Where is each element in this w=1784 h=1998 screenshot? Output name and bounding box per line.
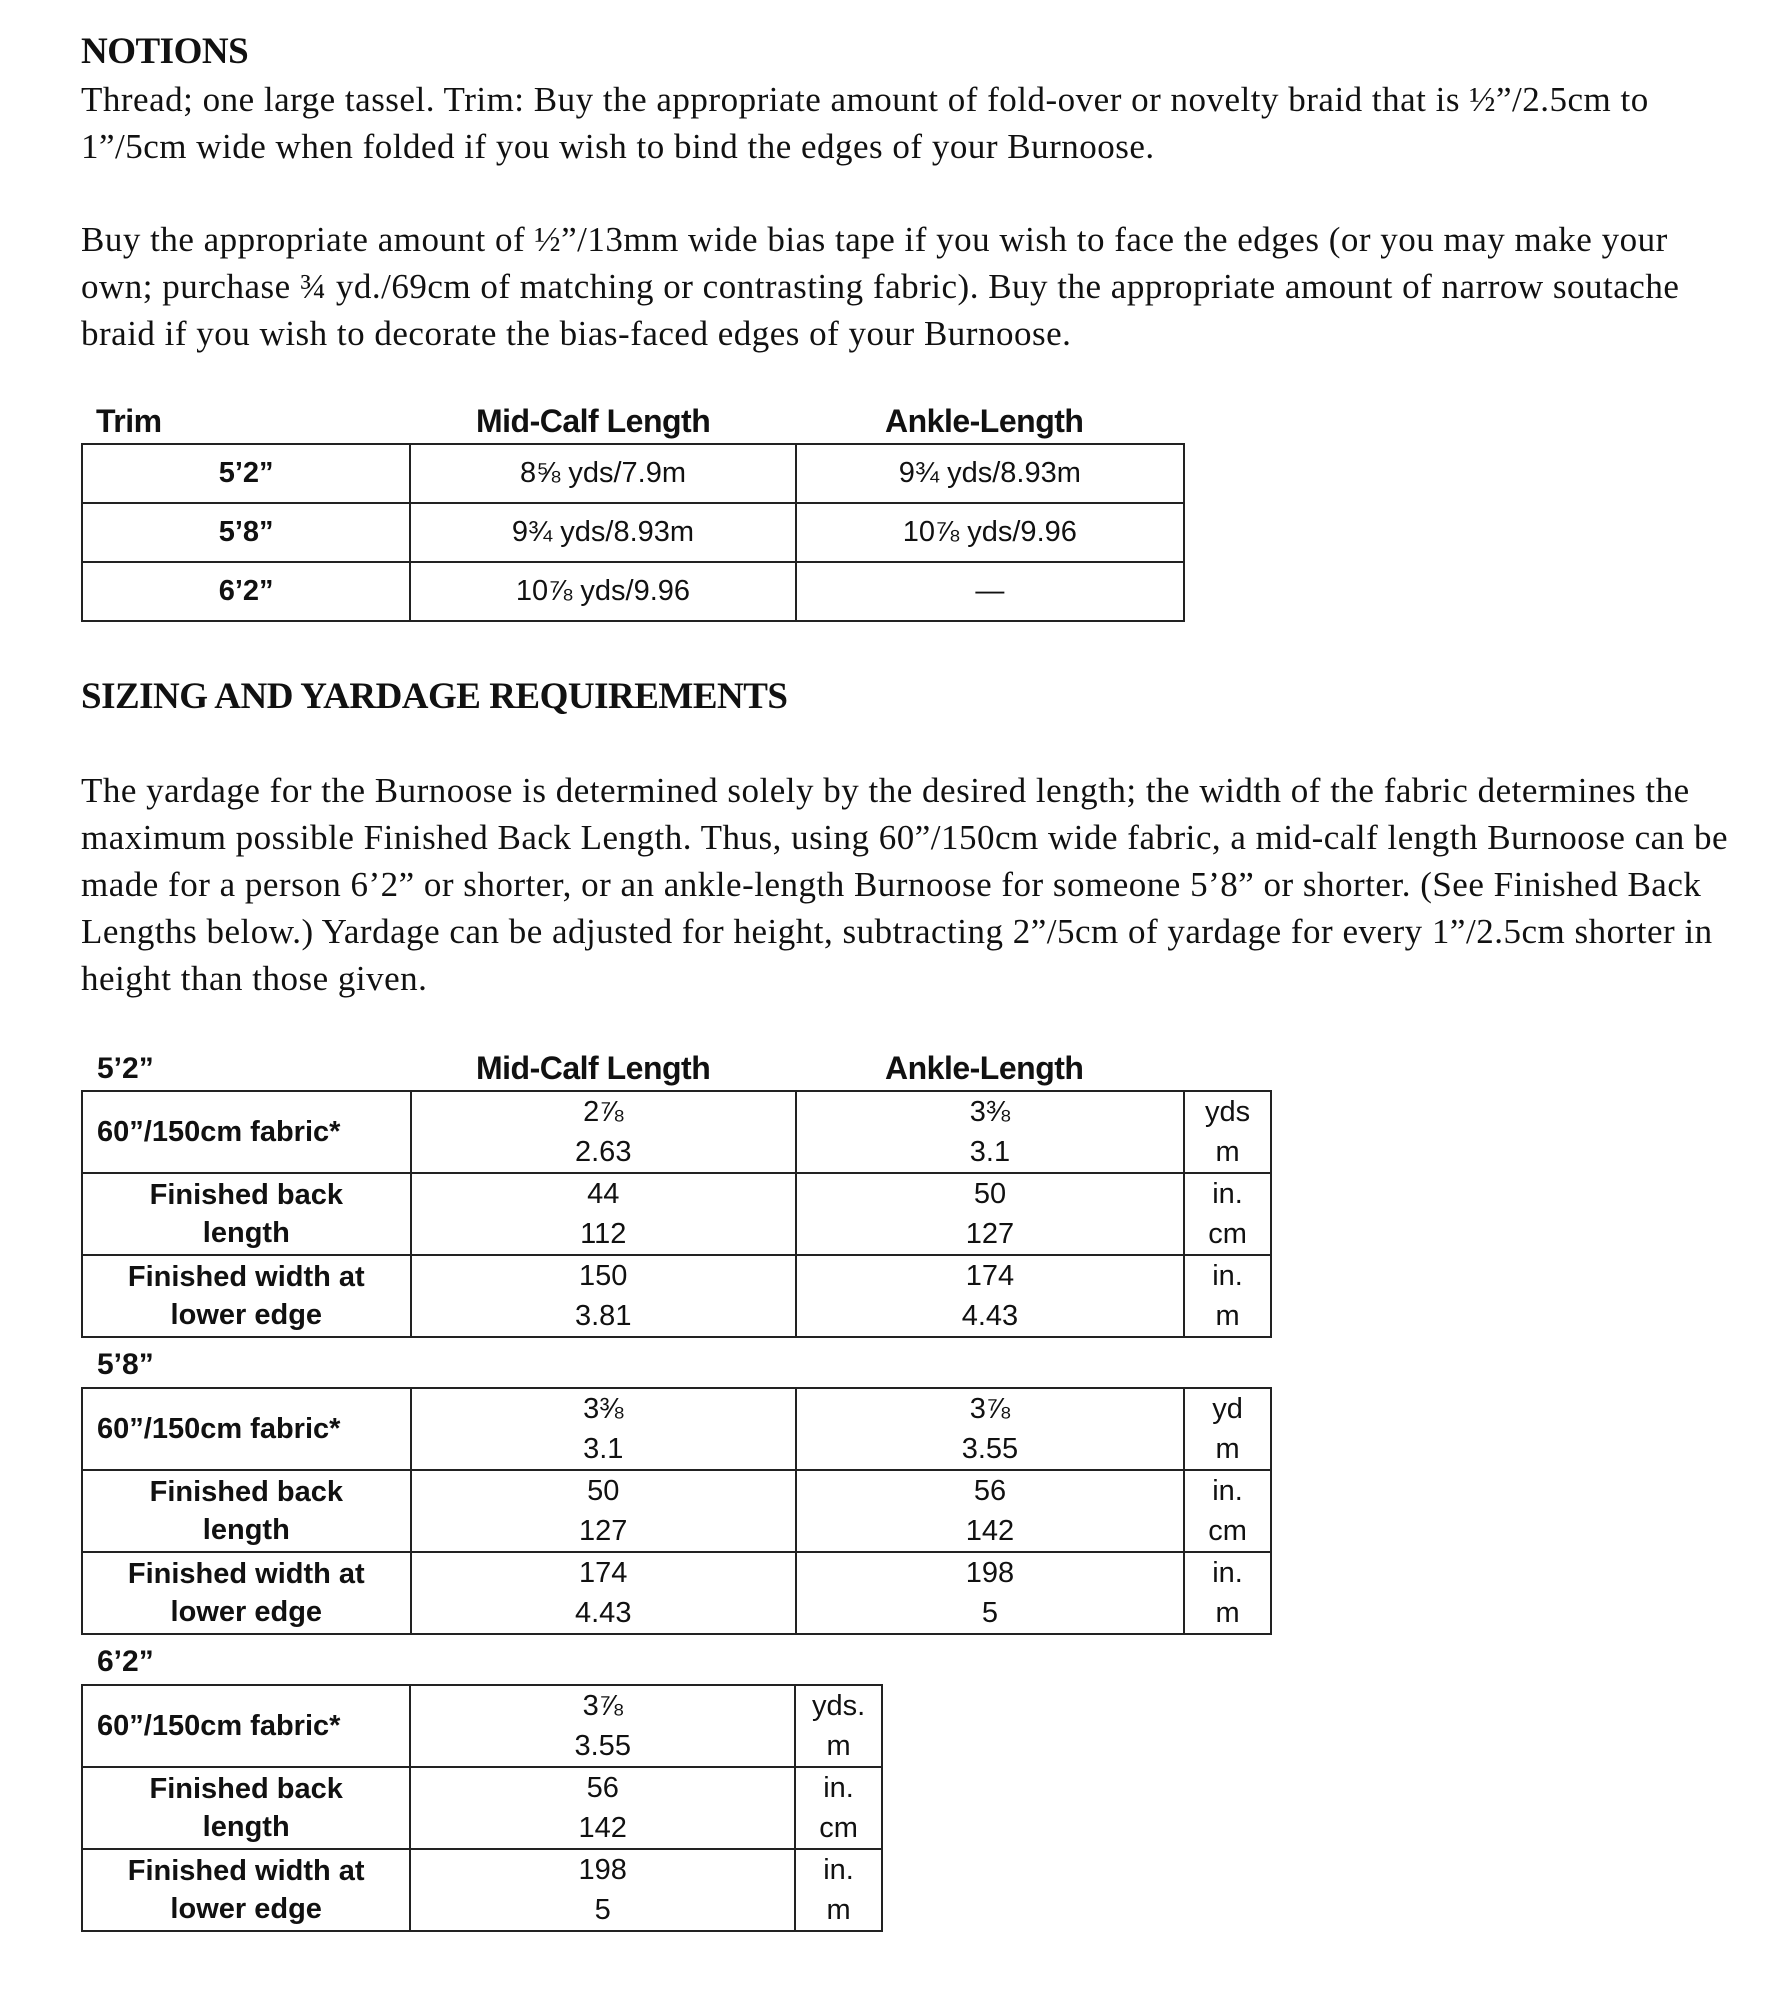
unit-cell: in. cm — [1184, 1173, 1271, 1255]
notions-heading: NOTIONS — [81, 31, 249, 72]
mid-calf-cell: 9¾ yds/8.93m — [410, 503, 795, 562]
unit-cell: in. cm — [1184, 1470, 1271, 1552]
yardage-table-5-2 — [81, 1090, 1272, 1338]
mid-calf-cell: 8⅝ yds/7.9m — [410, 444, 795, 503]
ankle-cell: 50 127 — [796, 1173, 1184, 1255]
row-label: 60”/150cm fabric* — [82, 1091, 411, 1173]
mid-calf-cell: 198 5 — [410, 1849, 795, 1931]
mid-calf-cell: 56 142 — [410, 1767, 795, 1849]
notions-paragraph: Thread; one large tassel. Trim: Buy the appropriate amount of fold-over or novelty braid that is ½”/2.5cm to 1”/5cm wide when folded if you wish to bind the edges of your Burnoose. — [81, 80, 1649, 166]
mid-calf-cell: 3⅞ 3.55 — [410, 1685, 795, 1767]
trim-column-header: Trim — [96, 403, 162, 439]
yardage-ankle-header: Ankle-Length — [885, 1050, 1084, 1086]
mid-calf-cell: 150 3.81 — [411, 1255, 796, 1337]
mid-calf-cell: 2⅞ 2.63 — [411, 1091, 796, 1173]
ankle-column-header: Ankle-Length — [885, 403, 1084, 439]
row-label: 60”/150cm fabric* — [82, 1388, 411, 1470]
ankle-cell: 3⅜ 3.1 — [796, 1091, 1184, 1173]
unit-cell: in. m — [795, 1849, 882, 1931]
table-row — [82, 1470, 1271, 1552]
ankle-cell: 9¾ yds/8.93m — [796, 444, 1184, 503]
yardage-mid-calf-header: Mid-Calf Length — [476, 1050, 711, 1086]
size-cell: 5’8” — [82, 503, 410, 562]
mid-calf-cell: 10⅞ yds/9.96 — [410, 562, 795, 621]
table-row — [82, 562, 1184, 621]
yardage-table-6-2 — [81, 1684, 883, 1932]
table-row — [82, 1091, 1271, 1173]
row-label: Finished back length — [82, 1173, 411, 1255]
ankle-cell: 3⅞ 3.55 — [796, 1388, 1184, 1470]
table-row — [82, 1173, 1271, 1255]
table-row — [82, 444, 1184, 503]
yardage-table-5-8 — [81, 1387, 1272, 1635]
mid-calf-column-header: Mid-Calf Length — [476, 403, 711, 439]
size-group-label: 5’8” — [97, 1348, 154, 1381]
row-label: Finished width at lower edge — [82, 1255, 411, 1337]
table-row — [82, 1685, 882, 1767]
size-cell: 5’2” — [82, 444, 410, 503]
ankle-cell: 174 4.43 — [796, 1255, 1184, 1337]
row-label: 60”/150cm fabric* — [82, 1685, 410, 1767]
mid-calf-cell: 44 112 — [411, 1173, 796, 1255]
mid-calf-cell: 3⅜ 3.1 — [411, 1388, 796, 1470]
ankle-cell: 198 5 — [796, 1552, 1184, 1634]
row-label: Finished width at lower edge — [82, 1552, 411, 1634]
row-label: Finished width at lower edge — [82, 1849, 410, 1931]
table-row — [82, 1552, 1271, 1634]
size-cell: 6’2” — [82, 562, 410, 621]
ankle-cell: 10⅞ yds/9.96 — [796, 503, 1184, 562]
row-label: Finished back length — [82, 1470, 411, 1552]
sizing-paragraph: The yardage for the Burnoose is determined solely by the desired length; the width of the fabric determines the maximum possible Finished Back Length. Thus, using 60”/150cm wide fabric, a mid-calf length Burnoose can be made for a person 6’2” or shorter, or an ankle-length Burnoose for someone 5’8” or shorter. (See Finished Back Lengths below.) Yardage can be adjusted for height, subtracting 2”/5cm of yardage for every 1”/2.5cm shorter in height than those given. — [81, 771, 1728, 998]
size-group-label: 6’2” — [97, 1645, 154, 1678]
unit-cell: yd m — [1184, 1388, 1271, 1470]
table-row — [82, 503, 1184, 562]
table-row — [82, 1255, 1271, 1337]
table-row — [82, 1767, 882, 1849]
table-row — [82, 1849, 882, 1931]
table-row — [82, 1388, 1271, 1470]
ankle-cell: 56 142 — [796, 1470, 1184, 1552]
ankle-cell: — — [796, 562, 1184, 621]
bias-tape-paragraph: Buy the appropriate amount of ½”/13mm wide bias tape if you wish to face the edges (or you may make your own; purchase ¾ yd./69cm of matching or contrasting fabric). Buy the appropriate amount of narrow soutache braid if you wish to decorate the bias-faced edges of your Burnoose. — [81, 220, 1680, 353]
sizing-heading: SIZING AND YARDAGE REQUIREMENTS — [81, 676, 788, 717]
document-page — [81, 30, 1731, 357]
unit-cell: in. m — [1184, 1552, 1271, 1634]
unit-cell: yds m — [1184, 1091, 1271, 1173]
trim-table — [81, 443, 1185, 622]
unit-cell: in. cm — [795, 1767, 882, 1849]
mid-calf-cell: 174 4.43 — [411, 1552, 796, 1634]
unit-cell: in. m — [1184, 1255, 1271, 1337]
size-group-label: 5’2” — [97, 1052, 154, 1085]
unit-cell: yds. m — [795, 1685, 882, 1767]
mid-calf-cell: 50 127 — [411, 1470, 796, 1552]
row-label: Finished back length — [82, 1767, 410, 1849]
